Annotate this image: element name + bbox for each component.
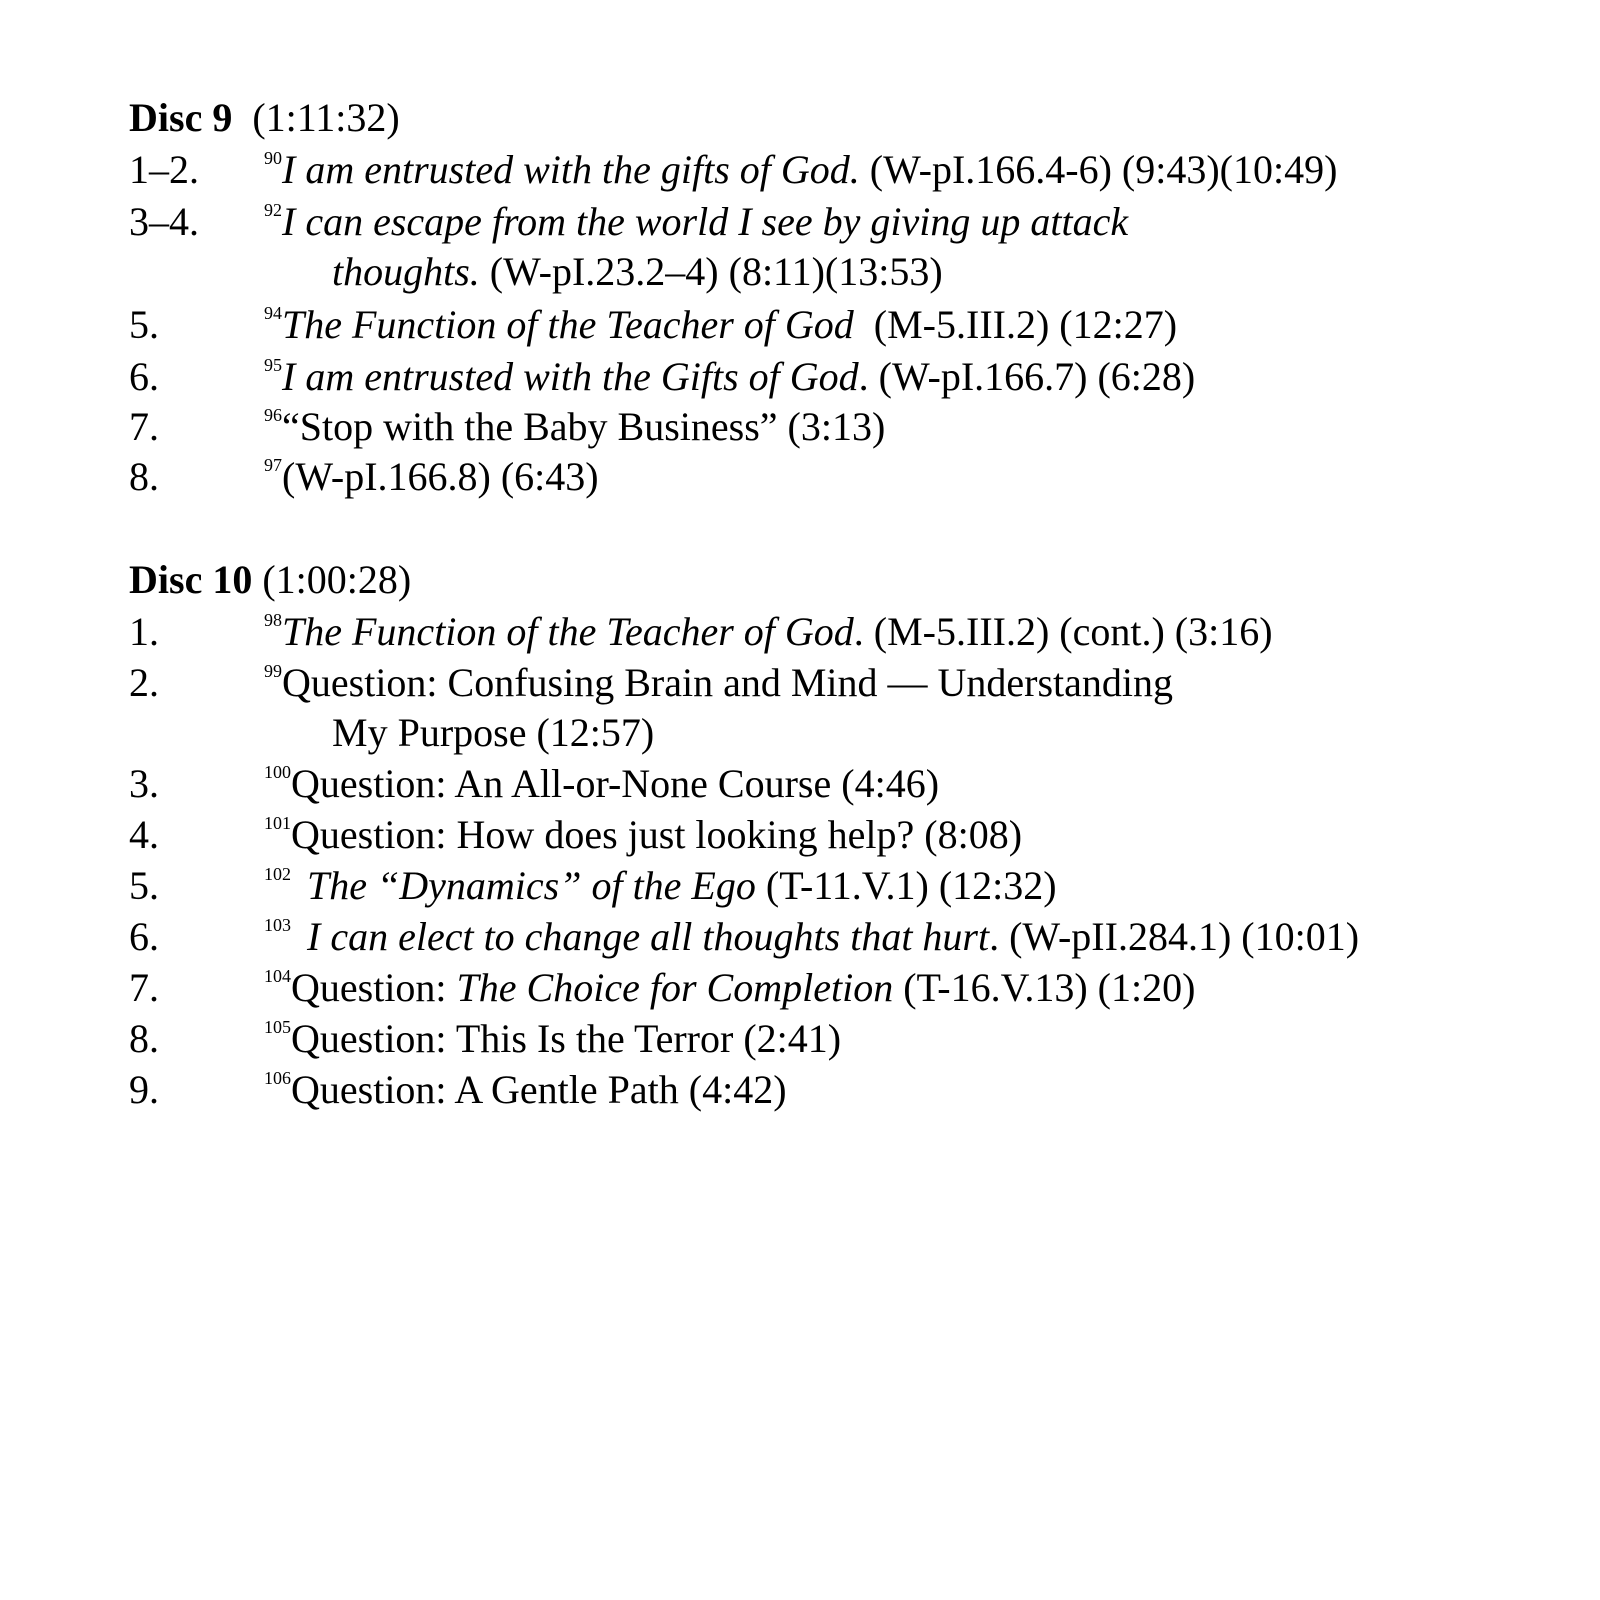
track-number: 5. bbox=[129, 863, 159, 908]
footnote-marker: 98 bbox=[264, 610, 282, 630]
track-title: I can escape from the world I see by giving up attack bbox=[282, 199, 1129, 244]
track-number: 3. bbox=[129, 761, 159, 806]
track-entry bbox=[264, 660, 1174, 705]
track-number: 6. bbox=[129, 354, 159, 399]
track-row bbox=[0, 404, 1600, 459]
track-row bbox=[0, 660, 1600, 715]
track-entry bbox=[264, 863, 1057, 908]
footnote-marker: 94 bbox=[264, 303, 282, 323]
track-reference: (W-pI.166.8) (6:43) bbox=[282, 454, 599, 499]
disc-9-header bbox=[129, 95, 400, 140]
track-prefix: Question: bbox=[291, 965, 457, 1010]
track-title: The “Dynamics” of the Ego bbox=[307, 863, 756, 908]
track-reference: . (W-pII.284.1) (10:01) bbox=[989, 914, 1360, 959]
track-row bbox=[0, 1067, 1600, 1122]
footnote-marker: 97 bbox=[264, 455, 282, 475]
track-entry bbox=[264, 914, 1360, 959]
track-number: 1. bbox=[129, 609, 159, 654]
track-reference: . (M-5.III.2) (cont.) (3:16) bbox=[853, 609, 1273, 654]
footnote-marker: 96 bbox=[264, 405, 282, 425]
track-entry bbox=[264, 454, 599, 499]
track-row bbox=[0, 1016, 1600, 1071]
track-reference: (M-5.III.2) (12:27) bbox=[853, 302, 1178, 347]
track-entry-continuation bbox=[332, 710, 655, 755]
track-entry bbox=[264, 965, 1196, 1010]
track-row bbox=[0, 914, 1600, 969]
disc-duration: (1:11:32) bbox=[252, 95, 400, 140]
track-entry-continuation bbox=[332, 249, 943, 294]
track-number: 8. bbox=[129, 454, 159, 499]
track-entry bbox=[264, 404, 886, 449]
track-number: 6. bbox=[129, 914, 159, 959]
track-entry bbox=[264, 761, 940, 806]
track-title: Question: This Is the Terror (2:41) bbox=[291, 1016, 842, 1061]
track-title: My Purpose (12:57) bbox=[332, 710, 655, 755]
track-entry bbox=[264, 812, 1023, 857]
track-title: Question: An All-or-None Course (4:46) bbox=[291, 761, 940, 806]
footnote-marker: 104 bbox=[264, 966, 291, 986]
footnote-marker: 99 bbox=[264, 661, 282, 681]
footnote-marker: 92 bbox=[264, 200, 282, 220]
track-row bbox=[0, 354, 1600, 409]
track-row bbox=[0, 761, 1600, 816]
track-title: The Choice for Completion bbox=[456, 965, 894, 1010]
track-title: Question: How does just looking help? (8:08) bbox=[291, 812, 1023, 857]
track-number: 3–4. bbox=[129, 199, 199, 244]
footnote-marker: 101 bbox=[264, 813, 291, 833]
track-number: 5. bbox=[129, 302, 159, 347]
track-title: Question: Confusing Brain and Mind — Understanding bbox=[282, 660, 1174, 705]
track-entry bbox=[264, 302, 1178, 347]
footnote-marker: 103 bbox=[264, 915, 291, 935]
track-row bbox=[0, 863, 1600, 918]
disc-duration: (1:00:28) bbox=[262, 557, 412, 602]
footnote-marker: 102 bbox=[264, 864, 291, 884]
track-number: 4. bbox=[129, 812, 159, 857]
track-entry bbox=[264, 1067, 787, 1112]
track-number: 7. bbox=[129, 965, 159, 1010]
track-row bbox=[0, 965, 1600, 1020]
track-entry bbox=[264, 609, 1273, 654]
disc-label: Disc 10 bbox=[129, 557, 253, 602]
footnote-marker: 105 bbox=[264, 1017, 291, 1037]
track-title: I am entrusted with the Gifts of God bbox=[282, 354, 859, 399]
track-title: The Function of the Teacher of God bbox=[282, 302, 854, 347]
track-title: “Stop with the Baby Business” (3:13) bbox=[282, 404, 886, 449]
track-title: The Function of the Teacher of God bbox=[282, 609, 854, 654]
track-reference: (T-11.V.1) (12:32) bbox=[755, 863, 1057, 908]
disc-10-header bbox=[129, 557, 412, 602]
track-number: 9. bbox=[129, 1067, 159, 1112]
track-row bbox=[0, 147, 1600, 202]
track-row-continuation bbox=[0, 710, 1600, 765]
track-number: 7. bbox=[129, 404, 159, 449]
footnote-marker: 100 bbox=[264, 762, 291, 782]
track-reference: . (W-pI.166.7) (6:28) bbox=[858, 354, 1196, 399]
track-row bbox=[0, 302, 1600, 357]
track-title: thoughts. bbox=[332, 249, 480, 294]
track-title: I am entrusted with the gifts of God. bbox=[282, 147, 860, 192]
footnote-marker: 90 bbox=[264, 148, 282, 168]
track-number: 2. bbox=[129, 660, 159, 705]
track-reference: (W-pI.166.4-6) (9:43)(10:49) bbox=[859, 147, 1338, 192]
track-title: I can elect to change all thoughts that hurt bbox=[307, 914, 990, 959]
track-reference: (W-pI.23.2–4) (8:11)(13:53) bbox=[479, 249, 943, 294]
track-entry bbox=[264, 354, 1196, 399]
footnote-marker: 106 bbox=[264, 1068, 291, 1088]
track-entry bbox=[264, 147, 1338, 192]
track-number: 1–2. bbox=[129, 147, 199, 192]
track-row bbox=[0, 812, 1600, 867]
disc-label: Disc 9 bbox=[129, 95, 233, 140]
track-row bbox=[0, 199, 1600, 254]
track-row-continuation bbox=[0, 249, 1600, 304]
track-row bbox=[0, 454, 1600, 509]
track-title: Question: A Gentle Path (4:42) bbox=[291, 1067, 787, 1112]
track-number: 8. bbox=[129, 1016, 159, 1061]
track-reference: (T-16.V.13) (1:20) bbox=[893, 965, 1196, 1010]
track-entry bbox=[264, 199, 1129, 244]
track-row bbox=[0, 609, 1600, 664]
footnote-marker: 95 bbox=[264, 355, 282, 375]
track-entry bbox=[264, 1016, 842, 1061]
